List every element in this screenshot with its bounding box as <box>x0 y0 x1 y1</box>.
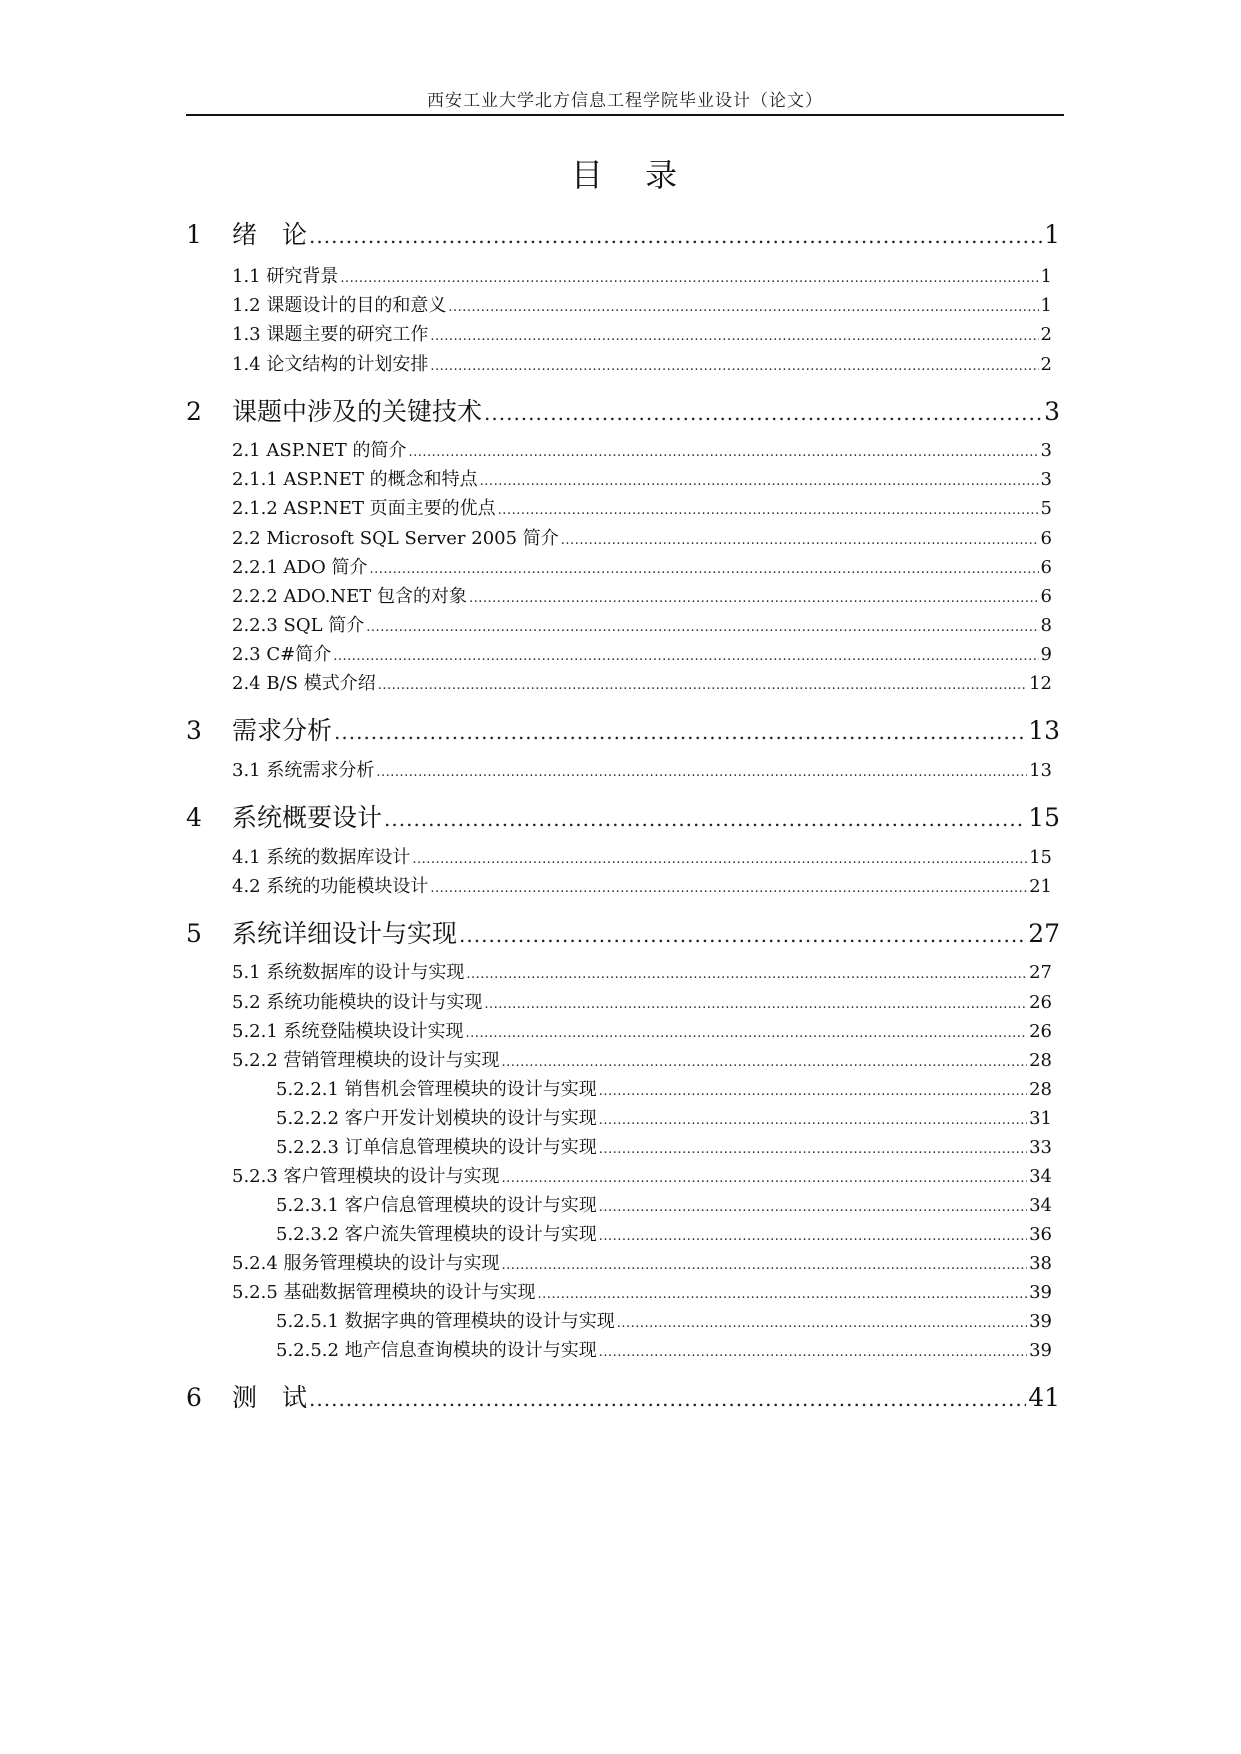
toc-entry-page-number: 3 <box>1040 440 1052 461</box>
toc-entry-number: 5.2.5.2 <box>276 1340 339 1361</box>
toc-dot-leader <box>502 1258 1028 1273</box>
toc-entry-number: 1 <box>186 220 202 249</box>
toc-entry-number: 5.1 <box>232 962 261 983</box>
toc-entry-title: C#简介 <box>260 644 332 665</box>
toc-entry-title: 系统的功能模块设计 <box>260 876 429 897</box>
toc-entry-number: 5.2.2.1 <box>276 1079 339 1100</box>
toc-entry <box>232 756 1052 780</box>
toc-entry-title: 客户开发计划模块的设计与实现 <box>338 1108 597 1129</box>
toc-dot-leader <box>366 620 1038 635</box>
toc-dot-leader <box>459 923 1026 947</box>
toc-dot-leader <box>466 1026 1028 1041</box>
toc-dot-leader <box>561 533 1039 548</box>
toc-entry <box>186 392 1060 424</box>
toc-entry-page-number: 26 <box>1029 992 1052 1013</box>
toc-dot-leader <box>334 720 1026 744</box>
toc-entry <box>232 1046 1052 1070</box>
toc-entry <box>232 611 1052 635</box>
toc-entry <box>232 320 1052 344</box>
toc-entry-page-number: 15 <box>1029 847 1052 868</box>
toc-entry-page-number: 15 <box>1028 803 1060 832</box>
toc-entry-number: 5.2.3.1 <box>276 1195 339 1216</box>
toc-dot-leader <box>466 967 1027 982</box>
toc-entry-number: 2.3 <box>232 644 261 665</box>
toc-entry <box>232 988 1052 1012</box>
toc-entry-page-number: 31 <box>1029 1108 1052 1129</box>
toc-entry-page-number: 9 <box>1040 644 1052 665</box>
toc-entry <box>232 465 1052 489</box>
toc-dot-leader <box>599 1084 1027 1099</box>
toc-entry-number: 1.4 <box>232 354 261 375</box>
toc-entry <box>276 1191 1052 1215</box>
toc-entry-number: 5.2.3.2 <box>276 1224 339 1245</box>
toc-entry-page-number: 8 <box>1040 615 1052 636</box>
toc-entry-number: 5.2.1 <box>232 1021 278 1042</box>
toc-entry-page-number: 1 <box>1044 220 1060 249</box>
toc-entry-number: 3 <box>186 716 202 745</box>
toc-dot-leader <box>448 300 1038 315</box>
toc-entry-title: Microsoft SQL Server 2005 简介 <box>260 528 559 549</box>
toc-entry <box>232 350 1052 374</box>
toc-entry-page-number: 6 <box>1040 557 1052 578</box>
toc-dot-leader <box>309 224 1042 248</box>
toc-entry <box>232 669 1052 693</box>
toc-entry-title: ASP.NET 的简介 <box>260 440 407 461</box>
toc-entry-title: 客户流失管理模块的设计与实现 <box>338 1224 597 1245</box>
toc-entry-page-number: 21 <box>1029 876 1052 897</box>
toc-entry <box>232 640 1052 664</box>
toc-dot-leader <box>376 765 1027 780</box>
toc-entry <box>186 914 1060 946</box>
toc-entry-page-number: 36 <box>1029 1224 1052 1245</box>
toc-entry-title: B/S 模式介绍 <box>260 673 376 694</box>
toc-entry-page-number: 39 <box>1029 1340 1052 1361</box>
toc-entry <box>232 553 1052 577</box>
toc-entry-number: 2.1 <box>232 440 261 461</box>
toc-entry-number: 2.2 <box>232 528 261 549</box>
toc-dot-leader <box>599 1345 1027 1360</box>
toc-entry-page-number: 13 <box>1029 760 1052 781</box>
toc-entry-page-number: 3 <box>1040 469 1052 490</box>
toc-entry-page-number: 34 <box>1029 1166 1052 1187</box>
toc-entry-number: 4 <box>186 803 202 832</box>
toc-entry-page-number: 1 <box>1040 266 1052 287</box>
toc-entry-title: 地产信息查询模块的设计与实现 <box>338 1340 597 1361</box>
toc-entry-number: 4.1 <box>232 847 261 868</box>
toc-entry <box>232 494 1052 518</box>
toc-entry-title: 订单信息管理模块的设计与实现 <box>338 1137 597 1158</box>
toc-entry <box>186 1378 1060 1410</box>
toc-entry <box>276 1336 1052 1360</box>
toc-entry-number: 5.2.2.2 <box>276 1108 339 1129</box>
toc-entry-number: 5.2.5 <box>232 1282 278 1303</box>
toc-entry-page-number: 39 <box>1029 1282 1052 1303</box>
toc-entry-title: 系统的数据库设计 <box>260 847 411 868</box>
toc-entry-page-number: 12 <box>1029 673 1052 694</box>
toc-entry-title: ASP.NET 的概念和特点 <box>277 469 478 490</box>
toc-dot-leader <box>498 503 1039 518</box>
toc-entry-number: 6 <box>186 1383 202 1412</box>
toc-entry-title: 系统登陆模块设计实现 <box>277 1021 464 1042</box>
toc-entry <box>232 1162 1052 1186</box>
toc-entry <box>232 291 1052 315</box>
toc-dot-leader <box>484 401 1042 425</box>
toc-dot-leader <box>480 474 1039 489</box>
toc-entry-number: 5 <box>186 919 202 948</box>
toc-entry <box>232 1017 1052 1041</box>
toc-entry-page-number: 6 <box>1040 586 1052 607</box>
toc-entry-page-number: 26 <box>1029 1021 1052 1042</box>
toc-entry <box>276 1220 1052 1244</box>
toc-entry-title: 基础数据管理模块的设计与实现 <box>277 1282 536 1303</box>
toc-entry <box>276 1307 1052 1331</box>
toc-entry-number: 2 <box>186 397 202 426</box>
toc-entry-page-number: 27 <box>1028 919 1060 948</box>
toc-entry-title: 绪 论 <box>232 220 308 249</box>
toc-entry-page-number: 28 <box>1029 1050 1052 1071</box>
toc-entry-page-number: 1 <box>1040 295 1052 316</box>
toc-entry-title: 服务管理模块的设计与实现 <box>277 1253 500 1274</box>
toc-entry <box>276 1133 1052 1157</box>
toc-dot-leader <box>599 1229 1027 1244</box>
toc-entry-number: 2.2.3 <box>232 615 278 636</box>
toc-entry <box>186 798 1060 830</box>
toc-entry-title: 营销管理模块的设计与实现 <box>277 1050 500 1071</box>
running-header: 西安工业大学北方信息工程学院毕业设计（论文） <box>427 91 823 111</box>
toc-entry-title: 客户管理模块的设计与实现 <box>277 1166 500 1187</box>
toc-dot-leader <box>340 271 1038 286</box>
toc-entry-page-number: 2 <box>1040 324 1052 345</box>
toc-entry <box>232 436 1052 460</box>
toc-entry-page-number: 34 <box>1029 1195 1052 1216</box>
toc-entry-page-number: 2 <box>1040 354 1052 375</box>
toc-entry-number: 5.2.2 <box>232 1050 278 1071</box>
toc-dot-leader <box>384 807 1026 831</box>
toc-dot-leader <box>412 852 1027 867</box>
toc-entry-page-number: 39 <box>1029 1311 1052 1332</box>
toc-entry-title: 系统概要设计 <box>232 803 383 832</box>
toc-dot-leader <box>430 329 1038 344</box>
toc-entry-number: 2.1.2 <box>232 498 278 519</box>
toc-entry-page-number: 3 <box>1044 397 1060 426</box>
toc-entry-page-number: 6 <box>1040 528 1052 549</box>
toc-entry <box>186 711 1060 743</box>
toc-entry <box>186 215 1060 247</box>
toc-entry <box>232 843 1052 867</box>
toc-entry-number: 5.2.4 <box>232 1253 278 1274</box>
toc-entry-title: 销售机会管理模块的设计与实现 <box>338 1079 597 1100</box>
toc-entry-title: 系统功能模块的设计与实现 <box>260 992 483 1013</box>
toc-dot-leader <box>599 1142 1027 1157</box>
toc-dot-leader <box>378 678 1027 693</box>
toc-entry-number: 5.2 <box>232 992 261 1013</box>
toc-entry <box>232 1278 1052 1302</box>
toc-entry-number: 5.2.2.3 <box>276 1137 339 1158</box>
toc-entry-number: 2.2.2 <box>232 586 278 607</box>
toc-entry-title: 研究背景 <box>260 266 339 287</box>
toc-entry-number: 1.3 <box>232 324 261 345</box>
toc-entry-number: 4.2 <box>232 876 261 897</box>
toc-entry-title: 客户信息管理模块的设计与实现 <box>338 1195 597 1216</box>
toc-dot-leader <box>369 562 1038 577</box>
toc-entry-title: 系统数据库的设计与实现 <box>260 962 465 983</box>
toc-entry-number: 2.2.1 <box>232 557 278 578</box>
toc-entry-number: 1.1 <box>232 266 261 287</box>
toc-entry-title: 课题设计的目的和意义 <box>260 295 447 316</box>
toc-entry-title: 课题中涉及的关键技术 <box>232 397 483 426</box>
toc-dot-leader <box>599 1200 1027 1215</box>
toc-entry <box>232 524 1052 548</box>
toc-entry-title: 系统详细设计与实现 <box>232 919 458 948</box>
toc-dot-leader <box>333 649 1038 664</box>
toc-dot-leader <box>430 881 1027 896</box>
toc-entry-number: 2.1.1 <box>232 469 278 490</box>
toc-entry-number: 3.1 <box>232 760 261 781</box>
toc-entry <box>232 262 1052 286</box>
toc-dot-leader <box>484 997 1027 1012</box>
toc-entry-title: 测 试 <box>232 1383 308 1412</box>
toc-entry-title: 需求分析 <box>232 716 333 745</box>
toc-dot-leader <box>538 1287 1028 1302</box>
toc-entry-title: 课题主要的研究工作 <box>260 324 429 345</box>
toc-entry-title: 数据字典的管理模块的设计与实现 <box>338 1311 615 1332</box>
toc-dot-leader <box>409 445 1039 460</box>
toc-entry-page-number: 27 <box>1029 962 1052 983</box>
toc-dot-leader <box>502 1171 1028 1186</box>
toc-entry-number: 2.4 <box>232 673 261 694</box>
toc-dot-leader <box>469 591 1039 606</box>
toc-entry <box>232 958 1052 982</box>
header-rule <box>186 114 1064 116</box>
toc-entry <box>276 1075 1052 1099</box>
toc-dot-leader <box>599 1113 1027 1128</box>
toc-entry-title: 系统需求分析 <box>260 760 375 781</box>
toc-entry-title: ADO.NET 包含的对象 <box>277 586 468 607</box>
toc-entry-number: 5.2.3 <box>232 1166 278 1187</box>
toc-entry-title: ASP.NET 页面主要的优点 <box>277 498 496 519</box>
toc-dot-leader <box>430 359 1038 374</box>
toc-entry-page-number: 13 <box>1028 716 1060 745</box>
toc-entry-number: 5.2.5.1 <box>276 1311 339 1332</box>
toc-entry <box>276 1104 1052 1128</box>
toc-entry <box>232 872 1052 896</box>
toc-entry-number: 1.2 <box>232 295 261 316</box>
toc-title: 目 录 <box>570 156 680 194</box>
toc-entry-page-number: 38 <box>1029 1253 1052 1274</box>
toc-entry-title: ADO 简介 <box>277 557 368 578</box>
toc-dot-leader <box>309 1387 1026 1411</box>
toc-entry <box>232 1249 1052 1273</box>
toc-entry-page-number: 28 <box>1029 1079 1052 1100</box>
toc-dot-leader <box>617 1316 1027 1331</box>
toc-entry-page-number: 5 <box>1040 498 1052 519</box>
toc-entry-page-number: 33 <box>1029 1137 1052 1158</box>
toc-dot-leader <box>502 1055 1028 1070</box>
toc-entry-title: 论文结构的计划安排 <box>260 354 429 375</box>
toc-entry-page-number: 41 <box>1028 1383 1060 1412</box>
toc-entry <box>232 582 1052 606</box>
toc-entry-title: SQL 简介 <box>277 615 365 636</box>
